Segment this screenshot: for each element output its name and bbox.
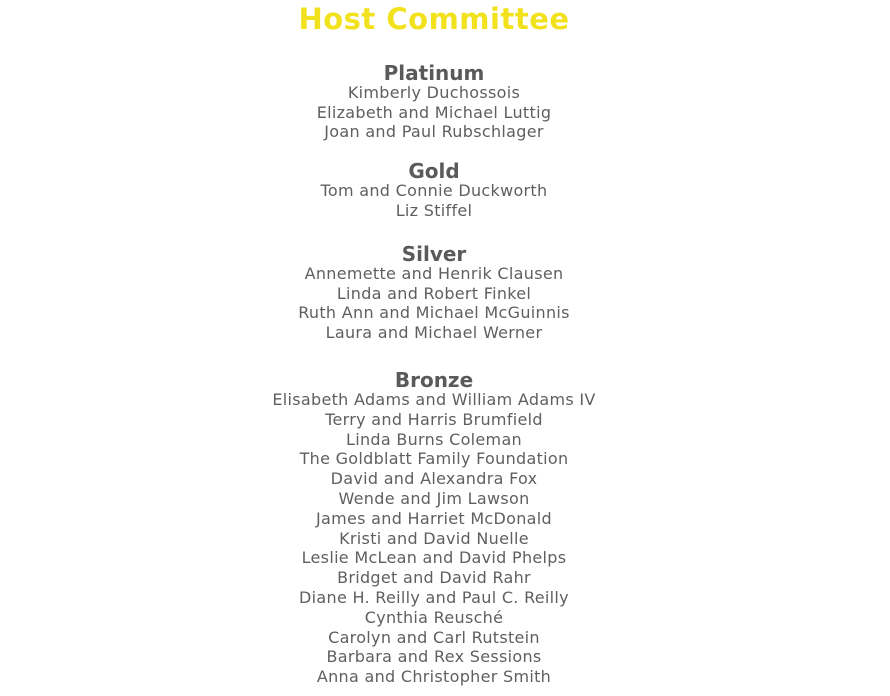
tier-platinum	[0, 63, 868, 142]
page-title: Host Committee	[298, 2, 570, 36]
committee-member: Tom and Connie Duckworth	[320, 181, 548, 200]
committee-member: Linda Burns Coleman	[345, 429, 522, 449]
committee-member: James and Harriet McDonald	[316, 508, 552, 528]
committee-member: Annemette and Henrik Clausen	[304, 264, 564, 283]
committee-member: Joan and Paul Rubschlager	[324, 122, 544, 141]
tier-heading-silver: Silver	[401, 242, 467, 266]
committee-member: Elisabeth Adams and William Adams IV	[272, 390, 596, 409]
tier-gold	[0, 161, 868, 220]
tier-silver	[0, 244, 868, 342]
committee-member: The Goldblatt Family Foundation	[299, 449, 569, 469]
committee-member: Kimberly Duchossois	[347, 83, 521, 102]
committee-member: Laura and Michael Werner	[325, 322, 543, 342]
committee-member: Anna and Christopher Smith	[316, 667, 552, 687]
tier-bronze	[0, 370, 868, 687]
tier-heading-platinum: Platinum	[383, 61, 485, 85]
committee-member: Diane H. Reilly and Paul C. Reilly	[299, 587, 569, 607]
committee-member: Ruth Ann and Michael McGuinnis	[298, 303, 570, 322]
committee-member: Elizabeth and Michael Luttig	[316, 102, 552, 122]
committee-member: Leslie McLean and David Phelps	[301, 548, 567, 568]
committee-member: Wende and Jim Lawson	[338, 488, 530, 508]
committee-member: Liz Stiffel	[395, 200, 473, 220]
committee-member: Bridget and David Rahr	[337, 568, 531, 588]
committee-member: Terry and Harris Brumfield	[325, 409, 543, 429]
committee-member: Linda and Robert Finkel	[336, 283, 532, 303]
committee-member: Kristi and David Nuelle	[339, 528, 529, 548]
committee-member: Cynthia Reusché	[364, 607, 504, 627]
tier-heading-bronze: Bronze	[394, 368, 474, 392]
committee-member: Carolyn and Carl Rutstein	[328, 627, 540, 647]
committee-member: Barbara and Rex Sessions	[326, 647, 542, 667]
tier-heading-gold: Gold	[408, 159, 460, 183]
committee-member: David and Alexandra Fox	[330, 469, 538, 489]
